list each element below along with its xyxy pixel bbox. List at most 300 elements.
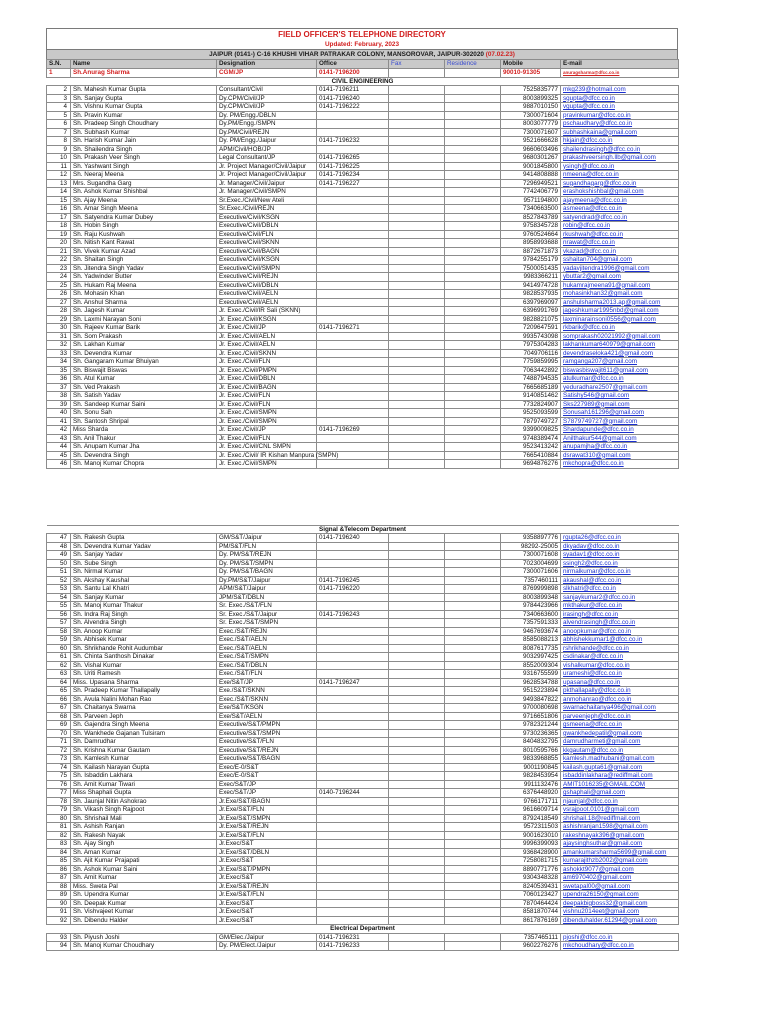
fax-cell [389,213,445,222]
residence-cell [445,247,501,256]
email-link[interactable]: abhishekkumar1@dfcc.co.in [561,636,679,645]
mobile-cell: 9521666628 [501,137,561,146]
email-link[interactable]: shailendrasingh@dfcc.co.in [561,145,679,154]
table-row [47,619,679,628]
name-cell: Sh. Isbaddin Lakhara [71,772,217,781]
mobile-cell: 98292-25005 [501,542,561,551]
designation-cell: Dy. PM/S&T/SMPN [217,559,317,568]
email-link[interactable]: ssingh2@dfcc.co.in [561,559,679,568]
residence-cell [445,137,501,146]
email-link[interactable]: gwankhedepatil@gmail.com [561,729,679,738]
office-cell [317,559,389,568]
office-cell [317,899,389,908]
dept-signal-heading: Signal &Telecom Department [47,525,679,534]
name-cell: Sh. Ashish Ranjan [71,823,217,832]
email-link[interactable]: mkthakur@dfcc.co.in [561,602,679,611]
name-cell: Sh. Ashok Kumar Saini [71,865,217,874]
email-link[interactable]: kamlesh.madhubani@gmail.com [561,755,679,764]
designation-cell: Exec./S&T/AELN [217,636,317,645]
email-link[interactable]: dibenduhalder.61294@gmail.com [561,916,679,925]
email-link[interactable]: upendra26150@gmail.com [561,891,679,900]
email-link[interactable]: satyendrad@dfcc.co.in [561,213,679,222]
mobile-cell: 9414974728 [501,281,561,290]
residence-cell [445,746,501,755]
fax-cell [389,128,445,137]
residence-cell [445,712,501,721]
designation-cell: Jr.Exe/S&T/FLN [217,831,317,840]
email-link[interactable]: vkazad@dfcc.co.in [561,247,679,256]
sn-cell: 33 [47,349,71,358]
email-link[interactable]: akaushal@dfcc.co.in [561,576,679,585]
table-row [47,392,679,401]
office-cell [317,247,389,256]
office-cell [317,636,389,645]
table-row [47,324,679,333]
email-link[interactable]: robin@dfcc.co.in [561,222,679,231]
name-cell: Sh. Santu Lal Khatri [71,585,217,594]
office-cell: 0141-7196225 [317,162,389,171]
table-row [47,409,679,418]
email-link[interactable]: pjoshi@dfcc.co.in [561,933,679,942]
email-link[interactable]: slkhatri@dfcc.co.in [561,585,679,594]
residence-cell [445,899,501,908]
email-link[interactable]: vsrajpoot.0101@gmail.com [561,806,679,815]
col-residence: Residence [445,60,501,69]
sn-cell: 75 [47,772,71,781]
residence-cell [445,111,501,120]
table-row [47,281,679,290]
office-cell [317,729,389,738]
designation-cell: Jr.Exe/S&T/REJN [217,882,317,891]
name-cell: Sh. Anshul Sharma [71,298,217,307]
table-row [47,593,679,602]
email-link[interactable]: parveenjeph@dfcc.co.in [561,712,679,721]
email-link[interactable]: nmeena@dfcc.co.in [561,171,679,180]
sn-cell: 28 [47,307,71,316]
table-row [47,585,679,594]
fax-cell [389,738,445,747]
email-link[interactable]: syadav1@dfcc.co.in [561,551,679,560]
email-link[interactable]: irasingh@dfcc.co.in [561,610,679,619]
office-cell [317,865,389,874]
email-link[interactable]: atulkumar@dfcc.co.in [561,375,679,384]
email-link[interactable]: anupamjha@dfcc.co.in [561,443,679,452]
name-cell: Sh. Aman Kumar [71,848,217,857]
designation-cell: Legal Consultant/JP [217,154,317,163]
mobile-cell: 9748389474 [501,434,561,443]
table-row [47,162,679,171]
email-link[interactable]: ysingh@dfcc.co.in [561,162,679,171]
email-link[interactable]: mkg239@hotmail.com [561,86,679,95]
residence-cell [445,687,501,696]
residence-cell [445,213,501,222]
name-cell: Sh. Alvendra Singh [71,619,217,628]
residence-cell [445,780,501,789]
email-link[interactable]: dsrawat310@gmail.com [561,451,679,460]
email-link[interactable]: rkbarik@dfcc.co.in [561,324,679,333]
name-cell: Sh. Yashwant Singh [71,162,217,171]
email-link[interactable]: lakhankumar640979@gmail.com [561,341,679,350]
mobile-cell: 8240539431 [501,882,561,891]
mobile-cell: 9525093599 [501,409,561,418]
email-link[interactable]: Sonusah161296@gmail.com [561,409,679,418]
designation-cell: Jr. Exec./Civil/SMPN [217,460,317,469]
fax-cell [389,746,445,755]
name-cell: Miss. Upasana Sharma [71,678,217,687]
chief-mobile: 90010-91305 [501,69,561,78]
residence-cell [445,551,501,560]
email-link[interactable]: sugandhagarg@dfcc.co.in [561,179,679,188]
email-link[interactable]: asmeena@dfcc.co.in [561,205,679,214]
fax-cell [389,840,445,849]
email-link[interactable]: damrudharmeti@gmail.com [561,738,679,747]
mobile-cell: 7732824907 [501,400,561,409]
directory-page [46,28,678,951]
office-cell [317,315,389,324]
table-row [47,882,679,891]
name-cell: Sh. Raju Kushwah [71,230,217,239]
office-cell [317,763,389,772]
residence-cell [445,94,501,103]
office-cell [317,366,389,375]
designation-cell: Jr. Exec./Civil/FLN [217,400,317,409]
email-link[interactable]: pkthallapally@dfcc.co.in [561,687,679,696]
designation-cell: Sr. Exec./S&T/FLN [217,602,317,611]
sn-cell: 92 [47,916,71,925]
residence-cell [445,205,501,214]
email-link[interactable]: anmohanrao@dfcc.co.in [561,695,679,704]
designation-cell: Exe/S&T/KSGN [217,704,317,713]
mobile-cell: 9828537935 [501,290,561,299]
designation-cell: Jr. Exec./Civil/JP [217,426,317,435]
name-cell: Sh. Ajit Kumar Prajapati [71,857,217,866]
office-cell [317,349,389,358]
name-cell: Sh. Sandeep Kumar Saini [71,400,217,409]
designation-cell: Exec/S&T/JP [217,780,317,789]
email-link[interactable]: am6970402@gmail.com [561,874,679,883]
mobile-cell: 8527843789 [501,213,561,222]
sn-cell: 57 [47,619,71,628]
table-row [47,542,679,551]
sn-cell: 66 [47,695,71,704]
sn-cell: 70 [47,729,71,738]
sn-cell: 69 [47,721,71,730]
sn-cell: 51 [47,568,71,577]
name-cell: Sh. Laxmi Narayan Soni [71,315,217,324]
name-cell: Sh. Shrishail Mali [71,814,217,823]
email-link[interactable]: ashokkt9077@gmail.com [561,865,679,874]
mobile-cell: 9032997425 [501,653,561,662]
office-cell [317,213,389,222]
email-link[interactable]: ajaysinghsuthar@gmail.com [561,840,679,849]
sn-cell: 77 [47,789,71,798]
email-link[interactable]: sanjaykumar2@dfcc.co.in [561,593,679,602]
residence-cell [445,576,501,585]
email-link[interactable]: vishalkumar@dfcc.co.in [561,661,679,670]
fax-cell [389,942,445,951]
fax-cell [389,576,445,585]
fax-cell [389,593,445,602]
name-cell: Sh. Sanjay Gupta [71,94,217,103]
email-link[interactable]: rakeshnayak396@gmail.com [561,831,679,840]
table-row [47,205,679,214]
email-link[interactable]: ramganga207@gmail.com [561,358,679,367]
name-cell: Sh. Akshay Kaushal [71,576,217,585]
email-link[interactable]: Shardapunde@dfcc.co.in [561,426,679,435]
name-cell: Sh. Yadwinder Butter [71,273,217,282]
sn-cell: 72 [47,746,71,755]
designation-cell: Exec/E-0/S&T [217,772,317,781]
table-row [47,823,679,832]
email-link[interactable]: rshrikhande@dfcc.co.in [561,644,679,653]
name-cell: Sh. Ajay Meena [71,196,217,205]
name-cell: Sh. Kailash Narayan Gupta [71,763,217,772]
sn-cell: 18 [47,222,71,231]
name-cell: Sh. Shrikhande Rohit Audumbar [71,644,217,653]
email-link[interactable]: devendraseloka421@gmail.com [561,349,679,358]
residence-cell [445,797,501,806]
sn-cell: 87 [47,874,71,883]
residence-cell [445,307,501,316]
email-link[interactable]: sshaitan704@gmail.com [561,256,679,265]
sn-cell: 14 [47,188,71,197]
fax-cell [389,375,445,384]
name-cell: Miss Shaphali Gupta [71,789,217,798]
email-link[interactable]: njaunjal@dfcc.co.in [561,797,679,806]
sn-cell: 86 [47,865,71,874]
office-cell [317,857,389,866]
email-link[interactable]: Satishy546@gmail.com [561,392,679,401]
office-cell [317,145,389,154]
email-link[interactable]: shrishail.18@rediffmail.com [561,814,679,823]
email-link[interactable]: anshulsharma2013.ap@gmail.com [561,298,679,307]
sn-cell: 45 [47,451,71,460]
email-link[interactable]: vishnu2014eet@gmail.com [561,908,679,917]
residence-cell [445,644,501,653]
email-link[interactable]: deepakbigboss32@gmail.com [561,899,679,908]
email-link[interactable]: alvendrasingh@dfcc.co.in [561,619,679,628]
email-link[interactable]: isbaddinlakhara@rediffmail.com [561,772,679,781]
mobile-cell: 9887010150 [501,103,561,112]
email-link[interactable]: yeduradhare2507@gmail.com [561,383,679,392]
email-link[interactable]: kailash.gupta61@gmail.com [561,763,679,772]
office-cell [317,111,389,120]
table-row [47,661,679,670]
sn-cell: 78 [47,797,71,806]
designation-cell: Executive/Civil/KSGN [217,213,317,222]
chief-row [47,69,679,78]
office-cell [317,417,389,426]
table-row [47,602,679,611]
designation-cell: Consultant/Civil [217,86,317,95]
email-link[interactable]: laxminarainsoni0556@gmail.com [561,315,679,324]
sn-cell: 44 [47,443,71,452]
email-link[interactable]: ashishranjan1598@gmail.com [561,823,679,832]
residence-cell [445,366,501,375]
sn-cell: 42 [47,426,71,435]
residence-cell [445,426,501,435]
residence-cell [445,358,501,367]
email-link[interactable]: hkjain@dfcc.co.in [561,137,679,146]
mobile-cell: 8003899325 [501,94,561,103]
fax-cell [389,264,445,273]
email-link[interactable]: hukamrajmeena91@gmail.com [561,281,679,290]
table-row [47,857,679,866]
designation-cell: Dy. PM/Engg./Jaipur [217,137,317,146]
designation-cell: Dy. PM/S&T/BAGN [217,568,317,577]
email-link[interactable]: rkushwah@dfcc.co.in [561,230,679,239]
office-cell [317,409,389,418]
mobile-cell: 8581870744 [501,908,561,917]
office-cell [317,256,389,265]
email-link[interactable]: subhashkaina@gmail.com [561,128,679,137]
email-link[interactable]: rgupta26@dfcc.co.in [561,534,679,543]
fax-cell [389,542,445,551]
fax-cell [389,610,445,619]
fax-cell [389,857,445,866]
office-address [47,49,677,59]
fax-cell [389,392,445,401]
email-link[interactable]: sgupta@dfcc.co.in [561,94,679,103]
mobile-cell: 9001190845 [501,763,561,772]
residence-cell [445,789,501,798]
mobile-cell: 9399009825 [501,426,561,435]
email-link[interactable]: swetapal00@gmail.com [561,882,679,891]
email-link[interactable]: dkyadav@dfcc.co.in [561,542,679,551]
email-link[interactable]: swarnachaitanya496@gmail.com [561,704,679,713]
mobile-cell: 9935743098 [501,332,561,341]
designation-cell: Executive/S&T/PMPN [217,721,317,730]
email-link[interactable]: mkchopra@dfcc.co.in [561,460,679,469]
fax-cell [389,460,445,469]
sn-cell: 62 [47,661,71,670]
email-link[interactable]: jageshkumar1995nbd@gmail.com [561,307,679,316]
email-link[interactable]: mkchoudhary@dfcc.co.in [561,942,679,951]
table-row [47,137,679,146]
email-link[interactable]: urameshi@dfcc.co.in [561,670,679,679]
chief-email[interactable]: anuragsharma@dfcc.co.in [561,69,679,78]
name-cell: Sh. Dibendu Halder [71,916,217,925]
table-row [47,94,679,103]
residence-cell [445,831,501,840]
email-link[interactable]: Anilthakur544@gmail.com [561,434,679,443]
email-link[interactable]: gshaphali@gmail.com [561,789,679,798]
table-row [47,171,679,180]
office-cell [317,721,389,730]
residence-cell [445,840,501,849]
email-link[interactable]: upasana@dfcc.co.in [561,678,679,687]
sn-cell: 65 [47,687,71,696]
mobile-cell: 7060123427 [501,891,561,900]
office-cell [317,341,389,350]
email-link[interactable]: somprakash02021992@gmail.com [561,332,679,341]
sn-cell: 13 [47,179,71,188]
email-link[interactable]: erashokshishbal@gmail.com [561,188,679,197]
residence-cell [445,848,501,857]
mobile-cell: 9001623010 [501,831,561,840]
office-cell [317,273,389,282]
sn-cell: 5 [47,111,71,120]
mobile-cell: 9467693674 [501,627,561,636]
mobile-cell: 8617876169 [501,916,561,925]
email-link[interactable]: prakashveersingh.llb@gmail.com [561,154,679,163]
col-name: Name [71,60,217,69]
designation-cell: Sr. Exec./S&T/Jaipur [217,610,317,619]
sn-cell: 16 [47,205,71,214]
email-link[interactable]: pravinkumar@dfcc.co.in [561,111,679,120]
email-link[interactable]: Sks227989@gmail.com [561,400,679,409]
email-link[interactable]: mohasinkhan32@gmail.com [561,290,679,299]
fax-cell [389,230,445,239]
office-cell [317,840,389,849]
designation-cell: Dy. PM/S&T/REJN [217,551,317,560]
name-cell: Sh. Pravin Kumar [71,111,217,120]
sn-cell: 30 [47,324,71,333]
sn-cell: 59 [47,636,71,645]
sn-cell: 80 [47,814,71,823]
residence-cell [445,661,501,670]
email-link[interactable]: vgupta@dfcc.co.in [561,103,679,112]
table-row [47,213,679,222]
mobile-cell: 7357591333 [501,619,561,628]
email-link[interactable]: csdinakar@dfcc.co.in [561,653,679,662]
office-cell [317,383,389,392]
email-link[interactable]: amankumarsharma5699@gmail.com [561,848,679,857]
email-link[interactable]: yadavjitendra1996@gmail.com [561,264,679,273]
mobile-cell: 9493847822 [501,695,561,704]
mobile-cell: 7975304283 [501,341,561,350]
sn-cell: 73 [47,755,71,764]
office-cell [317,188,389,197]
designation-cell: Jr. Exec./Civil/ IR Kishan Manpura (SMPN) [217,451,317,460]
table-row [47,273,679,282]
name-cell: Sh. Jitendra Singh Yadav [71,264,217,273]
fax-cell [389,814,445,823]
mobile-cell: 9911132476 [501,780,561,789]
fax-cell [389,908,445,917]
email-link[interactable]: biswasbiswajit611@gmail.com [561,366,679,375]
residence-cell [445,451,501,460]
email-link[interactable]: kumarajithzb2002@gmail.com [561,857,679,866]
fax-cell [389,154,445,163]
email-link[interactable]: pschaudhary@dfcc.co.in [561,120,679,129]
fax-cell [389,434,445,443]
email-link[interactable]: ybuttar2@gmail.com [561,273,679,282]
name-cell: Miss. Sweta Pal [71,882,217,891]
table-row [47,695,679,704]
mobile-cell: 7879749727 [501,417,561,426]
sn-cell: 7 [47,128,71,137]
residence-cell [445,103,501,112]
email-link[interactable]: anoopkumar@dfcc.co.in [561,627,679,636]
residence-cell [445,443,501,452]
email-link[interactable]: S7879749727@gmail.com [561,417,679,426]
email-link[interactable]: AMIT1016235@GMAIL.COM [561,780,679,789]
email-link[interactable]: kkgautam@dfcc.co.in [561,746,679,755]
sn-cell: 26 [47,290,71,299]
office-cell [317,908,389,917]
email-link[interactable]: nrawat@dfcc.co.in [561,239,679,248]
sn-cell: 11 [47,162,71,171]
name-cell: Sh. Anoop Kumar [71,627,217,636]
email-link[interactable]: nirmalkumar@dfcc.co.in [561,568,679,577]
office-cell [317,239,389,248]
email-link[interactable]: ajaymeena@dfcc.co.in [561,196,679,205]
sn-cell: 91 [47,908,71,917]
email-link[interactable]: gsmeena@dfcc.co.in [561,721,679,730]
table-row [47,636,679,645]
mobile-cell: 9784255179 [501,256,561,265]
